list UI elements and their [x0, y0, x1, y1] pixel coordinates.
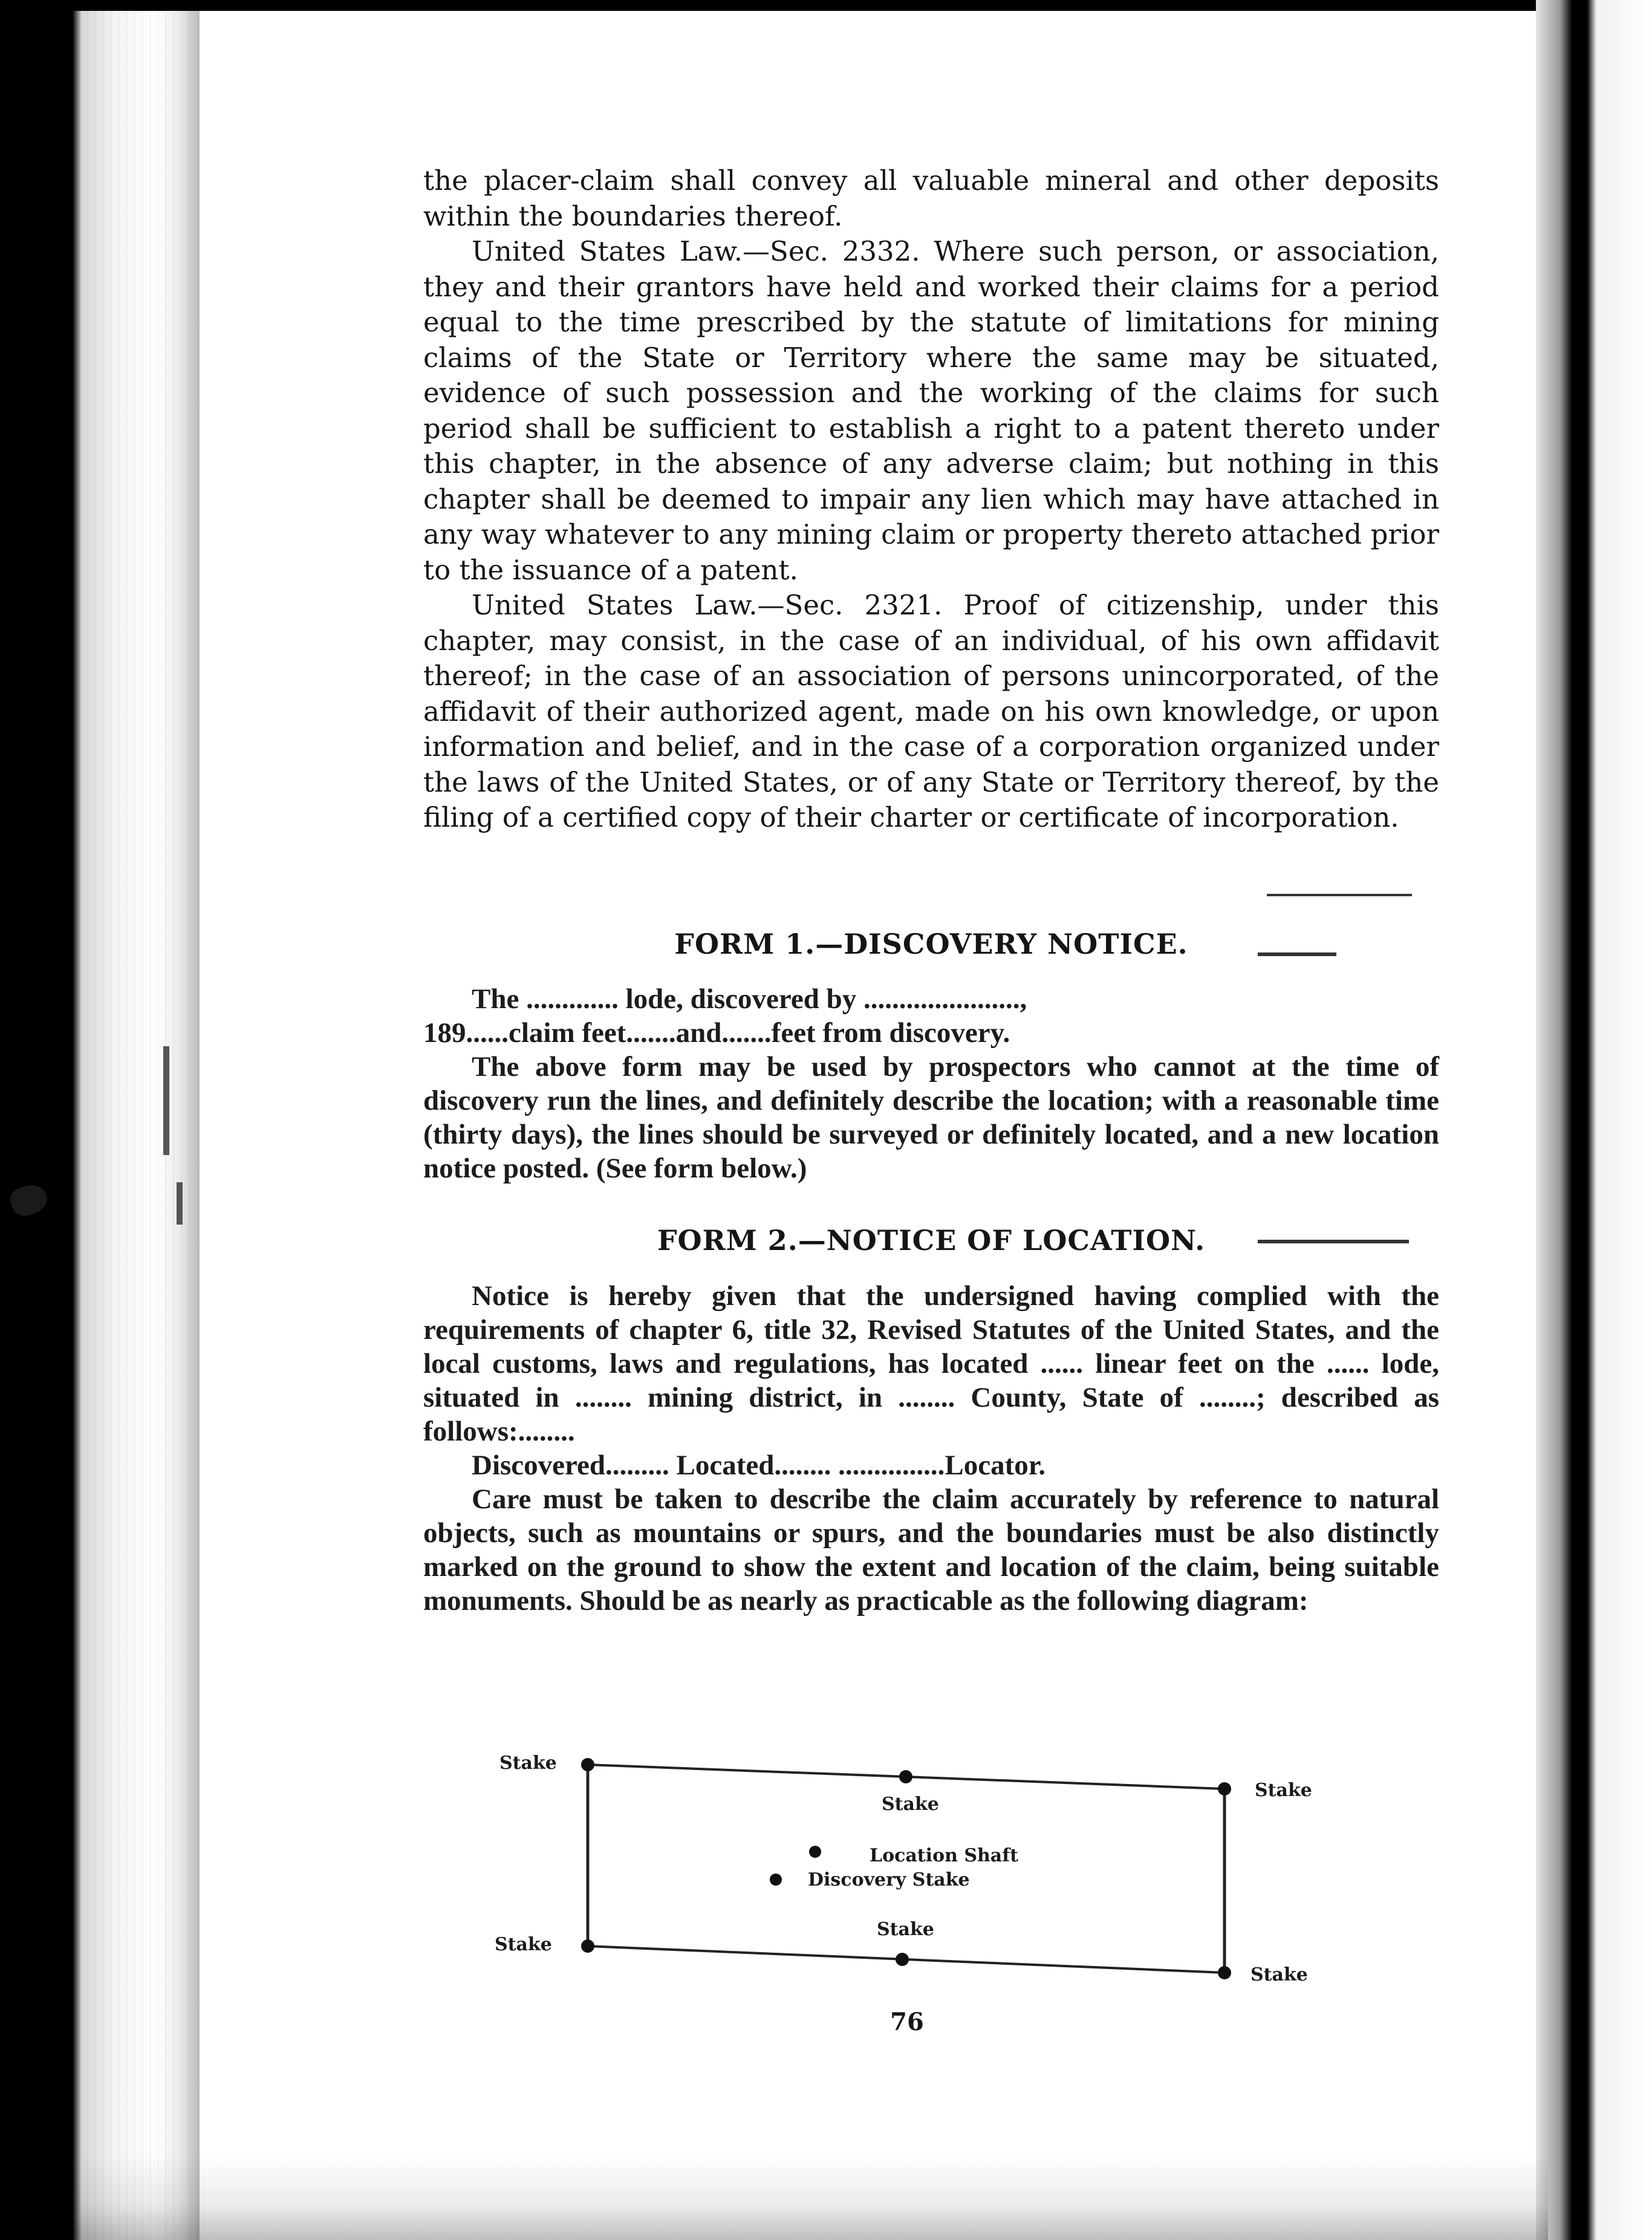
paragraph: United States Law.—Sec. 2332. Where such person, or association, they and their grantors have held and worked their claims for a period equal to the time prescribed by the statute of limitations for mining claims of the State or Territory where the same may be situated, evidence of such possession and the working of the claims for such period shall be sufficient to establish a right to a patent thereto under this chapter, in the absence of any adverse claim; but nothing in this chapter shall be deemed to impair any lien which may have attached in any way whatever to any mining claim or property thereto attached prior to the issuance of a patent.	[423, 235, 1439, 586]
page-bottom-shadow	[73, 2153, 1548, 2240]
stake-label: Stake	[1250, 1964, 1308, 1985]
stake-label: Stake	[495, 1934, 552, 1955]
form2-signature-line: Discovered......... Located........ ...............Locator.	[472, 1449, 1046, 1481]
stake-marker	[896, 1953, 909, 1966]
boundary-top	[588, 1765, 1224, 1789]
scan-border-top	[0, 0, 1652, 11]
form1-heading: FORM 1.—DISCOVERY NOTICE.	[674, 927, 1188, 960]
edge-mark	[177, 1182, 183, 1225]
stake-marker	[899, 1770, 912, 1783]
form1-body	[423, 982, 1439, 1185]
form1-instructions: The above form may be used by prospectors who cannot at the time of discovery run the lines, and definitely describe the location; with a reasonable time (thirty days), the lines should be surveyed or definitely located, and a new location notice posted. (See form below.)	[423, 1051, 1439, 1184]
form1-line: 189......claim feet.......and.......feet from discovery.	[423, 1017, 1010, 1049]
discovery-stake-label: Discovery Stake	[808, 1869, 970, 1890]
form2-body	[423, 1279, 1439, 1618]
form2-heading: FORM 2.—NOTICE OF LOCATION.	[657, 1224, 1206, 1257]
location-shaft-marker	[809, 1846, 821, 1858]
discovery-stake-marker	[770, 1874, 782, 1886]
paragraph: United States Law.—Sec. 2321. Proof of citizenship, under this chapter, may consist, in the case of an individual, of his own affidavit thereof; in the case of an association of persons unincorporated, of the affidavit of their authorized agent, made on his own knowledge, or upon information and belief, and in the case of a corporation organized under the laws of the United States, or of any State or Territory thereof, by the filing of a certified copy of their charter or certificate of incorporation.	[423, 589, 1439, 833]
form2-care-paragraph: Care must be taken to describe the claim accurately by reference to natural objects, such as mountains or spurs, and the boundaries must be also distinctly marked on the ground to show the extent and location of the claim, being suitable monuments. Should be as nearly as practicable as the following diagram:	[423, 1483, 1439, 1617]
paragraph: the placer-claim shall convey all valuable mineral and other deposits within the boundaries thereof.	[423, 164, 1439, 232]
document-page	[423, 163, 1439, 1618]
stake-marker	[581, 1939, 594, 1953]
printer-mark	[1258, 952, 1336, 956]
stake-label: Stake	[499, 1753, 557, 1774]
stake-label: Stake	[1255, 1780, 1312, 1801]
printer-mark	[1258, 1240, 1409, 1243]
form2-notice: Notice is hereby given that the undersigned having complied with the requirements of chapter 6, title 32, Revised Statutes of the United States, and the local customs, laws and regulations, has located ...... linear feet on the ...... lode, situated in ........ mining district, in ........ County, State of ........; described as follows:........	[423, 1280, 1439, 1447]
book-gutter-right	[1536, 0, 1652, 2240]
stake-marker	[581, 1758, 594, 1771]
form1-line: The ............. lode, discovered by ......................,	[472, 983, 1027, 1015]
stake-label: Stake	[877, 1919, 934, 1940]
boundary-bottom	[588, 1946, 1224, 1973]
printer-mark	[1267, 894, 1412, 896]
page-number: 76	[890, 2008, 924, 2036]
stake-marker	[1218, 1966, 1231, 1979]
edge-mark	[163, 1046, 169, 1155]
stake-label: Stake	[882, 1794, 939, 1815]
book-edge-pages	[73, 0, 193, 2240]
stake-marker	[1218, 1782, 1231, 1796]
location-shaft-label: Location Shaft	[870, 1845, 1019, 1866]
